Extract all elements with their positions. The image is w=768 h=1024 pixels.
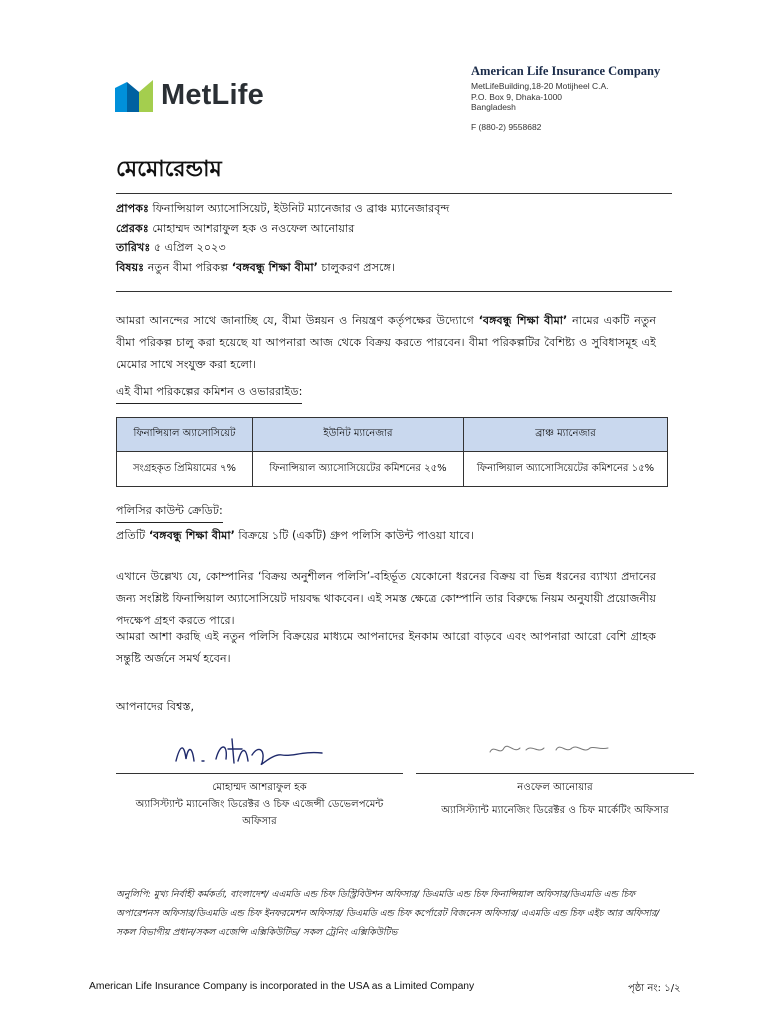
signature-line — [416, 773, 694, 774]
table-header-cell: ব্রাঞ্চ ম্যানেজার — [464, 418, 668, 452]
company-address-block — [471, 64, 660, 132]
subject-post: চালুকরণ প্রসঙ্গে। — [317, 260, 395, 274]
divider — [116, 291, 672, 292]
intro-text-post: নামের একটি নতুন বীমা পরিকল্প চালু করা হয়েছে যা আপনারা আজ থেকে বিক্রয় করতে পারবেন। বীমা পরিকল্পটির বৈশিষ্ট্য ও সুবিধাসমূহ এই মেমোর সাথে সংযুক্ত করা হলো। — [116, 314, 656, 371]
notice-paragraph: এখানে উল্লেখ্য যে, কোম্পানির ‘বিক্রয় অনুশীলন পলিসি’-বহির্ভূত যেকোনো ধরনের বিক্রয় বা ভিন্ন ধরনের ব্যাখ্যা প্রদানের জন্য সংশ্লিষ্ট ফিনান্সিয়াল অ্যাসোসিয়েট দায়বদ্ধ থাকবেন। এই সমস্ত ক্ষেত্রে কোম্পানি তার বিরুদ্ধে নিয়ম অনুযায়ী প্রয়োজনীয় পদক্ষেপ গ্রহণ করতে পারে। — [116, 570, 656, 627]
divider — [116, 193, 672, 194]
commission-heading: এই বীমা পরিকল্পের কমিশন ও ওভাররাইড: — [116, 383, 302, 404]
table-row — [117, 452, 668, 487]
subject-pre: নতুন বীমা পরিকল্প — [144, 260, 232, 274]
to-value: ফিনান্সিয়াল অ্যাসোসিয়েট, ইউনিট ম্যানেজার ও ব্রাঞ্চ ম্যানেজারবৃন্দ — [148, 202, 450, 215]
to-field — [116, 199, 449, 219]
policy-plan-name: ‘বঙ্গবন্ধু শিক্ষা বীমা’ — [148, 529, 235, 542]
address-line: MetLifeBuilding,18-20 Motijheel C.A. — [471, 81, 609, 91]
commission-table — [116, 417, 668, 487]
subject-plan-name: ‘বঙ্গবন্ধু শিক্ষা বীমা’ — [231, 260, 318, 274]
to-label: প্রাপকঃ — [116, 202, 149, 215]
memo-title: মেমোরেন্ডাম — [116, 157, 222, 182]
logo-wordmark: MetLife — [161, 78, 264, 111]
from-label: প্রেরকঃ — [116, 221, 149, 235]
table-cell: সংগ্রহকৃত প্রিমিয়ামের ৭% — [117, 452, 253, 487]
table-header-cell: ফিনান্সিয়াল অ্যাসোসিয়েট — [117, 418, 253, 452]
subject-label: বিষয়ঃ — [116, 260, 145, 274]
address-line: Bangladesh — [471, 102, 516, 112]
metlife-logo-icon — [115, 78, 153, 112]
signatory-name: নওফেল আনোয়ার — [517, 782, 593, 793]
intro-text-pre: আমরা আনন্দের সাথে জানাচ্ছি যে, বীমা উন্নয়ন ও নিয়ন্ত্রণ কর্তৃপক্ষের উদ্যোগে — [116, 314, 479, 327]
signatory-designation: অ্যাসিস্ট্যান্ট ম্যানেজিং ডিরেক্টর ও চিফ মার্কেটিং অফিসার — [441, 805, 669, 816]
intro-paragraph — [116, 310, 656, 376]
policy-count-heading: পলিসির কাউন্ট ক্রেডিট: — [116, 502, 223, 523]
signatory-name: মোহাম্মদ আশরাফুল হক — [212, 782, 307, 793]
table-header-cell: ইউনিট ম্যানেজার — [253, 418, 464, 452]
policy-count-paragraph — [116, 525, 656, 547]
table-cell: ফিনান্সিয়াল অ্যাসোসিয়েটের কমিশনের ১৫% — [464, 452, 668, 487]
table-header-row — [117, 418, 668, 452]
from-value: মোহাম্মদ আশরাফুল হক ও নওফেল আনোয়ার — [148, 221, 355, 235]
date-field — [116, 238, 449, 258]
signatory-block — [416, 779, 694, 819]
signatory-block — [116, 779, 403, 830]
signature-line — [116, 773, 403, 774]
from-field — [116, 219, 449, 239]
intro-plan-name: ‘বঙ্গবন্ধু শিক্ষা বীমা’ — [478, 314, 568, 327]
date-value: ৫ এপ্রিল ২০২৩ — [150, 241, 226, 254]
date-label: তারিখঃ — [116, 241, 151, 254]
policy-text-pre: প্রতিটি — [116, 529, 149, 542]
company-fax: F (880-2) 9558682 — [471, 121, 542, 132]
memo-header-fields — [116, 199, 449, 277]
hope-paragraph: আমরা আশা করছি এই নতুন পলিসি বিক্রয়ের মাধ্যমে আপনাদের ইনকাম আরো বাড়বে এবং আপনারা আরো বেশি গ্রাহক সন্তুষ্টি অর্জনে সমর্থ হবেন। — [116, 630, 656, 665]
copy-to-list: অনুলিপি: মুখ্য নির্বাহী কর্মকর্তা, বাংলাদেশ/ এএমডি এন্ড চিফ ডিস্ট্রিবিউশন অফিসার/ ডিএমডি এন্ড চিফ ফিনান্সিয়াল অফিসার/ডিএমডি এন্ড চিফ অপারেশনস অফিসার/ডিএমডি এন্ড চিফ ইনফরমেশন অফিসার/ ডিএমডি এন্ড চিফ কর্পোরেট বিজনেস অফিসার/ এএমডি এন্ড চিফ এইচ আর অফিসার/ সকল বিভাগীয় প্রধান/সকল এজেন্সি এক্সিকিউটিভ/ সকল ট্রেনিং এক্সিকিউটিভ — [116, 889, 660, 938]
signature-2-image — [486, 738, 616, 762]
table-cell: ফিনান্সিয়াল অ্যাসোসিয়েটের কমিশনের ২৫% — [253, 452, 464, 487]
signatory-designation: অ্যাসিস্ট্যান্ট ম্যানেজিং ডিরেক্টর ও চিফ এজেন্সী ডেভেলপমেন্ট অফিসার — [135, 799, 384, 827]
metlife-logo — [115, 78, 264, 112]
closing-line: আপনাদের বিশ্বস্ত, — [116, 700, 195, 713]
policy-text-post: বিক্রয়ে ১টি (একটি) গ্রুপ পলিসি কাউন্ট পাওয়া যাবে। — [234, 529, 474, 542]
subject-field — [116, 258, 449, 278]
company-name: American Life Insurance Company — [471, 64, 661, 78]
signature-1-image — [172, 735, 342, 771]
page-number: পৃষ্ঠা নং: ১/২ — [628, 983, 681, 994]
footer-incorporation-note: American Life Insurance Company is incorporated in the USA as a Limited Company — [89, 981, 475, 992]
address-line: P.O. Box 9, Dhaka-1000 — [471, 91, 563, 102]
